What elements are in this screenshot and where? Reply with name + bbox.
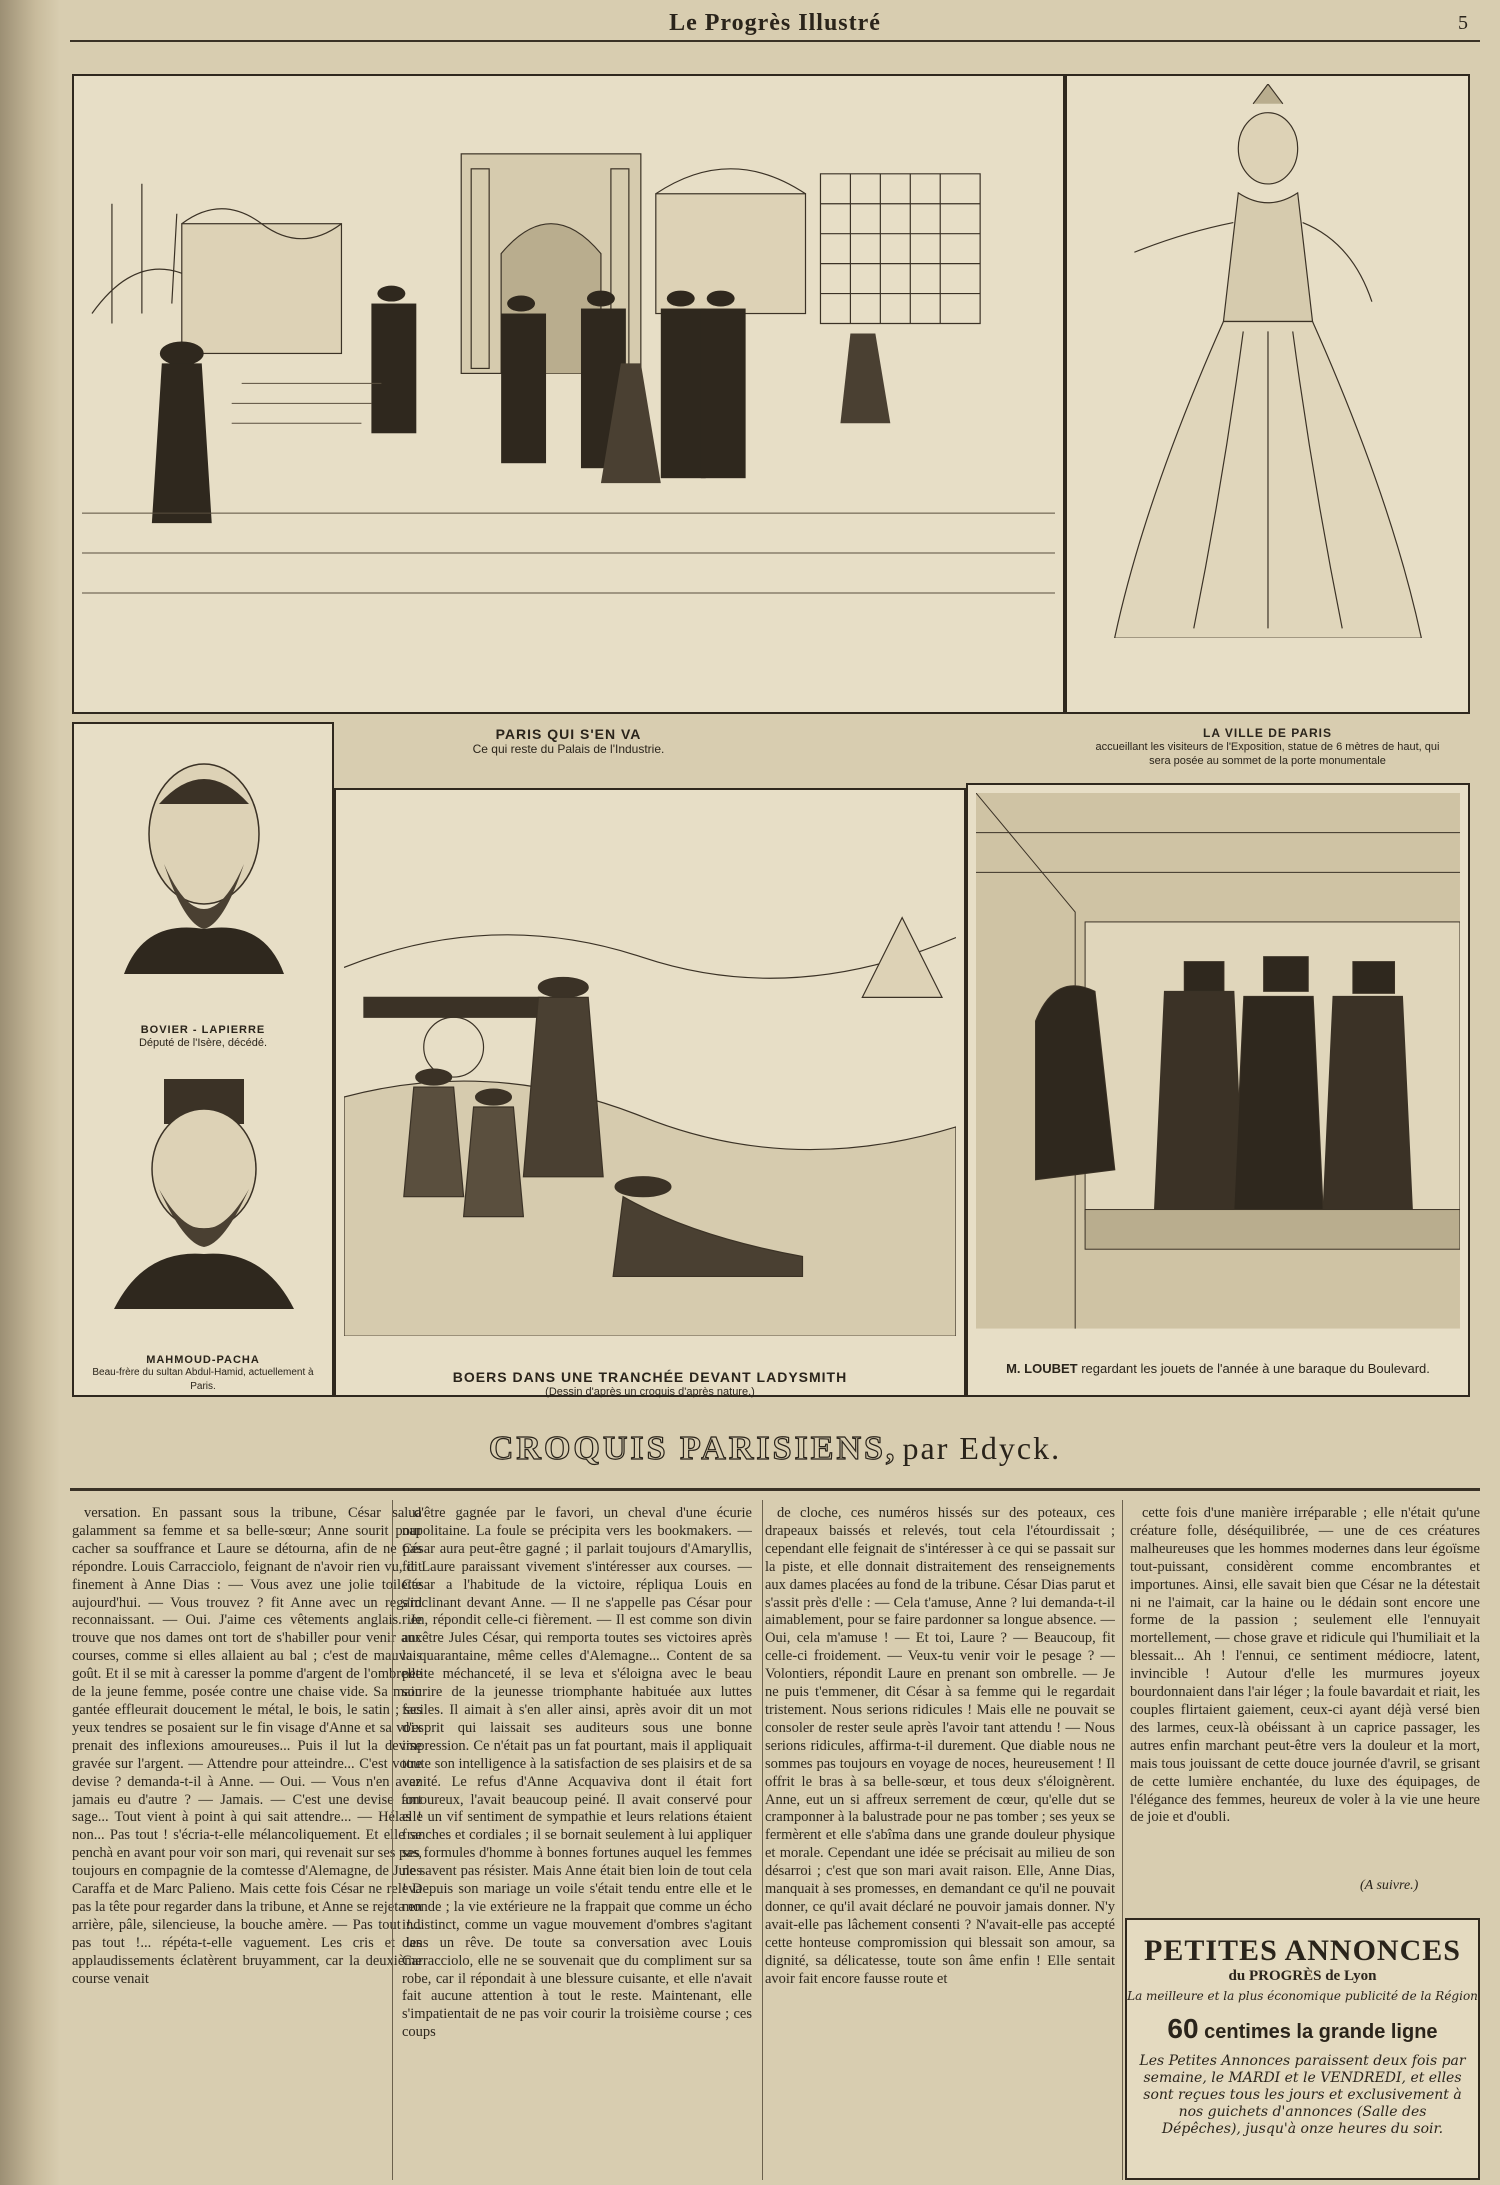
column-text: de cloche, ces numéros hissés sur des poteaux, ces drapeaux baissés et relevés, tout cela l'étourdissait ; cependant elle feignait de s'intéresser à ce qui se passait sur la piste, et elle donnait distraitement des renseignements aux dames placées au fond de la tribune. César Dias parut et s'assit près d'elle : — Cela t'amuse, Anne ? lui demanda-t-il aimablement, pour se faire pardonner sa longue absence. — Oui, cela m'amuse ! — Et toi, Laure ? — Beaucoup, fit celle-ci froidement. — Veux-tu venir voir le pesage ? — Volontiers, répondit Laure en prenant son ombrelle. — Je ne puis t'emmener, dit César à sa femme qui le regardait tristement. Nous serions ridicules ! Mais elle ne pouvait se consoler de rester seule après l'avoir tant attendu ! — Nous serions ridicules, affirma-t-il durement. Que diable nous ne sommes pas toujours en voyage de noces, heureusement ! Il offrit le bras à sa belle-sœur, et tous deux s'éloignèrent. Anne, eut un si affreux serrement de cœur, qu'elle dut se cramponner à la balustrade pour ne pas tomber ; ses yeux se fermèrent et elle s'abîma dans une grande douleur physique et morale. Cependant une idée se précisait au milieu de son désarroi ; c'est que son mari avait raison. Elle, Anne Dias, manquait à ses promesses, en demandant ce qu'il ne pouvait donner, ce qu'il avait déclaré ne pouvoir jamais donner. N'y avait-elle pas lâchement consenti ? N'avait-elle pas accepté cette honteuse compromission qui blessait son amour, sa dignité, sa délicatesse, toute son âme enfin ! Elle sentait avoir fait encore fausse route et [765, 1505, 1115, 1987]
illustration-paris-qui-sen-va [72, 74, 1065, 714]
to-be-continued: (A suivre.) [1360, 1878, 1419, 1893]
petites-annonces-ad [1125, 1918, 1480, 2180]
caption-ville [1065, 726, 1470, 768]
masthead-title: Le Progrès Illustré [669, 10, 881, 36]
ad-body: Les Petites Annonces paraissent deux fois par semaine, le MARDI et le VENDREDI, et elles sont reçues tous les jours et exclusivement à nos guichets d'annonces (Salle des Dépêches), jusqu'à onze heures du soir. [1139, 2053, 1466, 2137]
boers-engraving [344, 798, 956, 1336]
caption-text: Député de l'Isère, décédé. [138, 1037, 268, 1049]
page-number: 5 [1458, 12, 1468, 34]
portrait-column [72, 722, 334, 1397]
bovier-portrait [104, 744, 304, 974]
illustration-loubet [966, 783, 1470, 1397]
caption-text: Ce qui reste du Palais de l'Industrie. [472, 742, 665, 756]
text-column-4 [1130, 1505, 1480, 1877]
caption-title: M. LOUBET [1006, 1361, 1078, 1376]
page-header [70, 6, 1480, 40]
ad-price-number: 60 [1167, 2013, 1199, 2044]
feuilleton-banner [70, 1430, 1480, 1474]
caption-title: BOERS DANS UNE TRANCHÉE DEVANT LADYSMITH [452, 1369, 848, 1385]
column-text: versation. En passant sous la tribune, César salua galamment sa femme et sa belle-sœur; Anne sourit pour cacher sa souffrance et Laure se détourna, afin de ne pas répondre. Louis Carracciolo, feignant de n'avoir rien vu, dit finement à Anne Dias : — Vous avez une jolie toilette aujourd'hui. — Vous trouvez ? fit Anne avec un regard reconnaissant. — Oui. J'aime ces vêtements anglais. Je trouve que nos dames ont tort de s'habiller pour venir aux courses, comme si elles allaient au bal ; c'est de mauvais goût. Et il se mit à caresser la pomme d'argent de l'ombrelle de la jeune femme, posée contre une chaise vide. Sa main gantée effleurait doucement le métal, le bois, le satin ; ses yeux tendres se posaient sur le fin visage d'Anne et sa voix prenait des inflexions amoureuses... Puis il lut la devise gravée sur l'argent. — Attendre pour atteindre... C'est votre devise ? demanda-t-il à Anne. — Oui. — Vous n'en avez jamais eu d'autre ? — Jamais. — C'est une devise fort sage... Tout vient à point à qui sait attendre... — Hélas ! non... Pas tout ! s'écria-t-elle mélancoliquement. Et elle se penchà en avant pour voir son mari, qui revenait sur ses pas, toujours en compagnie de la comtesse d'Alemagne, de Jules Caraffa et de Marc Palieno. Mais cette fois César ne releva pas la tête pour regarder dans la tribune, et Anne se rejeta en arrière, pâle, silencieuse, la bouche amère. — Pas tout !... pas tout !... répéta-t-elle vaguement. Les cris et les applaudissements éclatèrent bruyamment, car la deuxième course venait [72, 1505, 422, 1987]
banner-byline: par Edyck. [902, 1430, 1062, 1466]
ad-tagline: La meilleure et la plus économique publicité de la Région [1127, 1989, 1478, 2003]
caption-text: Beau-frère du sultan Abdul-Hamid, actuellement à Paris. [92, 1367, 314, 1392]
column-rule [1122, 1500, 1123, 2180]
ad-title: PETITES ANNONCES [1144, 1934, 1461, 1967]
caption-boers [334, 1369, 966, 1399]
caption-title: MAHMOUD-PACHA [146, 1354, 260, 1366]
ruins-engraving [82, 84, 1055, 643]
caption-mahmoud [74, 1354, 332, 1394]
loubet-engraving [976, 793, 1460, 1329]
caption-title: PARIS QUI S'EN VA [495, 726, 642, 742]
statue-engraving [1075, 84, 1460, 638]
caption-title: LA VILLE DE PARIS [1202, 726, 1332, 740]
ad-subtitle: du PROGRÈS de Lyon [1228, 1968, 1377, 1984]
caption-text: (Dessin d'après un croquis d'après nature.) [545, 1386, 755, 1398]
illustration-boers [334, 788, 966, 1397]
text-column-2 [402, 1505, 752, 2180]
caption-bovier [74, 1024, 332, 1050]
ad-price [1127, 2013, 1478, 2045]
column-rule [392, 1500, 393, 2180]
banner-title: CROQUIS PARISIENS, [488, 1430, 898, 1467]
caption-title: BOVIER - LAPIERRE [140, 1024, 266, 1036]
caption-text: regardant les jouets de l'année à une baraque du Boulevard. [1081, 1361, 1430, 1376]
ad-price-text: centimes la grande ligne [1204, 2021, 1438, 2043]
text-column-1 [72, 1505, 422, 2180]
column-text: d'être gagnée par le favori, un cheval d'une écurie napolitaine. La foule se précipita vers les bookmakers. — César aura peut-être gagné ; il parlait toujours d'Amaryllis, fit Laure paraissant vivement s'intéresser aux courses. — César a l'habitude de la victoire, répliqua Louis en s'inclinant devant Anne. — Il ne s'appelle pas César pour rien, répondit celle-ci fièrement. — Il est comme son divin ancêtre Jules César, qui remporta toutes ses victoires après la quarantaine, même celles d'Alemagne... Content de sa petite méchanceté, il se leva et s'éloigna avec le beau sourire de la jeunesse triomphante habituée aux luttes faciles. Il aimait à s'en aller ainsi, après avoir dit un mot d'esprit qui laissait ses auditeurs sous une bonne impression. Ce n'était pas un fat pourtant, mais il appliquait toute son intelligence à la satisfaction de ses plaisirs et de sa vanité. Le refus d'Anne Acquaviva dont il était fort amoureux, l'avait beaucoup peiné. Il avait conservé pour elle un vif sentiment de sympathie et leurs relations étaient franches et cordiales ; il se bornait seulement à lui appliquer ses formules d'homme à bonnes fortunes auquel les femmes ne savent pas résister. Mais Anne était bien loin de tout cela ! Depuis son mariage un voile s'était tendu entre elle et le monde ; la vie extérieure ne la frappait que comme un écho indistinct, comme un vague mouvement d'ombres s'agitant dans un rêve. De toute sa conversation avec Louis Carracciolo, elle ne se souvenait que du compliment sur sa robe, car il répondait à une blessure cuisante, et elle n'avait fait aucune attention à tout le reste. Maintenant, elle s'impatientait de ne pas voir courir la troisième course ; ces coups [402, 1505, 752, 2041]
text-column-3 [765, 1505, 1115, 2180]
mahmoud-portrait [104, 1069, 304, 1309]
column-rule [762, 1500, 763, 2180]
caption-text: accueillant les visiteurs de l'Exposition, statue de 6 mètres de haut, qui sera posée au sommet de la porte monumentale [1095, 741, 1440, 767]
caption-loubet [966, 1362, 1470, 1376]
header-rule [70, 40, 1480, 42]
banner-rule [70, 1488, 1480, 1491]
binding-gutter [0, 0, 60, 2185]
illustration-ville-de-paris [1065, 74, 1470, 714]
column-text: cette fois d'une manière irréparable ; elle n'était qu'une créature folle, déséquilibrée, — une de ces créatures malheureuses que les hommes modernes dans leur égoïsme tout-puissant, considèrent comme encombrantes et importunes. Ainsi, elle savait bien que César ne la détestait ni ne l'aimait, car la haine ou le dédain sont encore une forme de la passion ; seulement elle l'ennuyait mortellement, — chose grave et ridicule qui l'humiliait et la blessait... Ah ! l'ennui, ce sentiment médiocre, latent, invincible ! Autour d'elle les murmures joyeux bourdonnaient dans l'air léger ; la foule bavardait et riait, les couples flirtaient gaiement, ceux-ci ayant déjà versé bien des larmes, ceux-là obéissant à un caprice passager, les autres enfin marchant peut-être vers la douleur et la mort, mais tous jouissant de cette douce journée d'avril, se grisant de cette lumière enchantée, du luxe des équipages, de l'élégance des femmes, heureux de voler à la vie une heure de joie et d'oubli. [1130, 1505, 1480, 1826]
